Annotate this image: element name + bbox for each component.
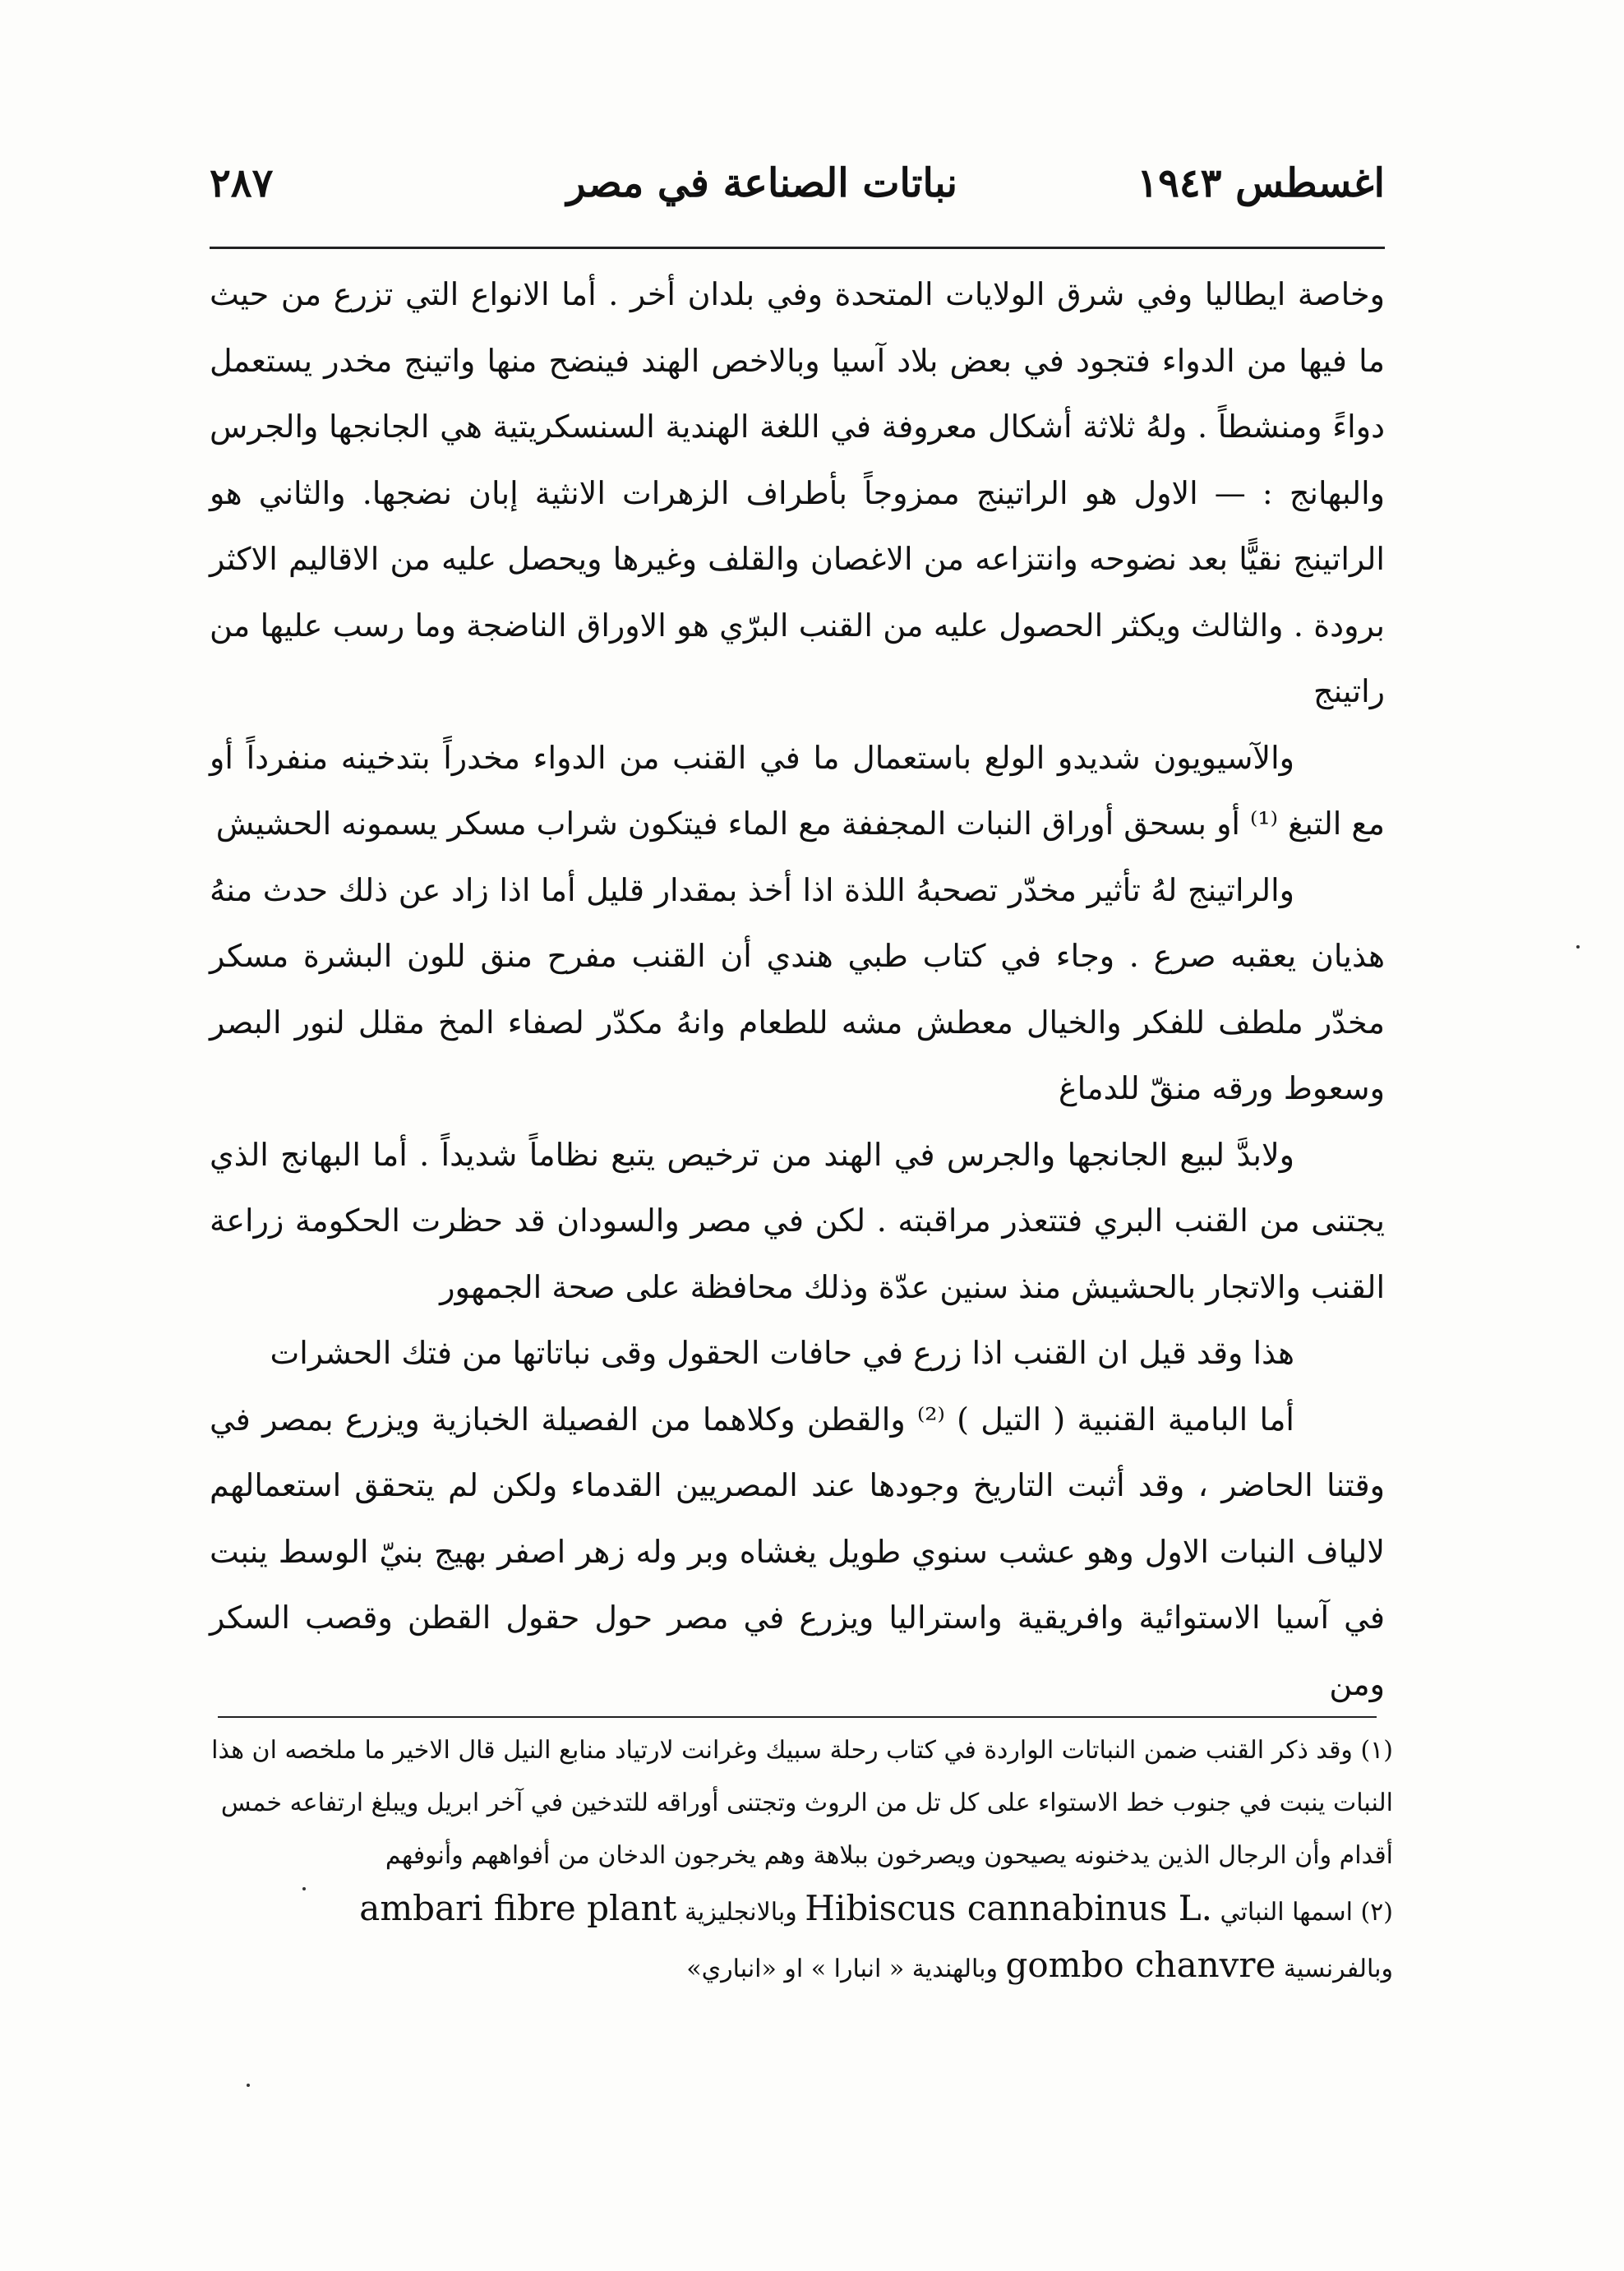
header-date: اغسطس ١٩٤٣ [1137, 160, 1385, 206]
scan-speck [302, 1887, 306, 1890]
header-title: نباتات الصناعة في مصر [566, 160, 957, 206]
footnote-2-english-term: ambari fibre plant [359, 1888, 677, 1928]
paragraph: أما البامية القنبية ( التيل ) ⁽²⁾ والقطن وكلاهما من الفصيلة الخبازية ويزرع بمصر في وقتنا الحاضر ، وقد أثبت التاريخ وجودها عند المصريين القدماء ولكن لم يتحقق استعمالهم لالياف النبات الاول وهو عشب سنوي طويل يغشاه وبر وله زهر اصفر بهيج بنيّ الوسط ينبت في آسيا الاستوائية وافريقية واستراليا ويزرع في مصر حول حقول القطن وقصب السكر ومن [210, 1401, 1385, 1702]
footnote-rule [218, 1716, 1377, 1718]
footnote-1: (١) وقد ذكر القنب ضمن النباتات الواردة في كتاب رحلة سبيك وغرانت لارتياد منابع النيل قال الاخير ما ملخصه ان هذا النبات ينبت في جنوب خط الاستواء على كل تل من الروث وتجتنى أوراقه للتدخين في آخر ابريل ويبلغ ارتفاعه خمس أقدام وأن الرجال الذين يدخنونه يصيحون ويصرخون ببلاهة وهم يخرجون الدخان من أفواههم وأنوفهم [211, 1736, 1393, 1870]
paragraph: وخاصة ايطاليا وفي شرق الولايات المتحدة وفي بلدان أخر . أما الانواع التي تزرع من حيث ما فيها من الدواء فتجود في بعض بلاد آسيا وبالاخص الهند فينضح منها واتينج مخدر يستعمل دواءً ومنشطاً . ولهُ ثلاثة أشكال معروفة في اللغة الهندية السنسكريتية هي الجانجها والجرس والبهانج : — الاول هو الراتينج ممزوجاً بأطراف الزهرات الانثية إبان نضجها. والثاني هو الراتينج نقيًّا بعد نضوحه وانتزاعه من الاغصان والقلف وغيرها ويحصل عليه من الاقاليم الاكثر برودة . والثالث ويكثر الحصول عليه من القنب البرّي هو الاوراق الناضجة وما رسب عليها من راتينج [210, 276, 1385, 709]
scan-speck [1576, 945, 1580, 949]
footnote-2-prefix: (٢) اسمها النباتي [1220, 1898, 1393, 1927]
page-number: ٢٨٧ [210, 160, 274, 206]
scan-speck [247, 2084, 250, 2087]
footnote-2-french-term: gombo chanvre [1005, 1945, 1276, 1985]
paragraph: والراتينج لهُ تأثير مخدّر تصحبهُ اللذة اذا أخذ بمقدار قليل أما اذا زاد عن ذلك حدث منهُ هذيان يعقبه صرع . وجاء في كتاب طبي هندي أن القنب مفرح منق للون البشرة مسكر مخدّر ملطف للفكر والخيال معطش مشه للطعام وانهُ مكدّر لصفاء المخ مقلل لنور البصر وسعوط ورقه منقّ للدماغ [210, 871, 1385, 1106]
paragraph: والآسيويون شديدو الولع باستعمال ما في القنب من الدواء مخدراً بتدخينه منفرداً أو مع التبغ ⁽¹⁾ أو بسحق أوراق النبات المجففة مع الماء فيتكون شراب مسكر يسمونه الحشيش [210, 739, 1385, 842]
footnotes [201, 1724, 1393, 1996]
footnote-2-english-label: وبالانجليزية [684, 1898, 797, 1927]
header-rule [210, 247, 1385, 249]
paragraph: هذا وقد قيل ان القنب اذا زرع في حافات الحقول وقى نباتاتها من فتك الحشرات [270, 1335, 1294, 1371]
footnote-2-hindi: وبالهندية « انبارا » او «انباري» [686, 1955, 998, 1983]
footnote-2-latin-name: Hibiscus cannabinus L. [805, 1888, 1212, 1928]
running-header [210, 152, 1385, 226]
footnote-2-french-label: وبالفرنسية [1283, 1955, 1393, 1983]
footnote-2 [201, 1882, 1393, 1996]
paragraph: ولابدَّ لبيع الجانجها والجرس في الهند من ترخيص يتبع نظاماً شديداً . أما البهانج الذي يجتنى من القنب البري فتتعذر مراقبته . لكن في مصر والسودان قد حظرت الحكومة زراعة القنب والاتجار بالحشيش منذ سنين عدّة وذلك محافظة على صحة الجمهور [210, 1136, 1385, 1305]
body-text [210, 261, 1385, 1717]
